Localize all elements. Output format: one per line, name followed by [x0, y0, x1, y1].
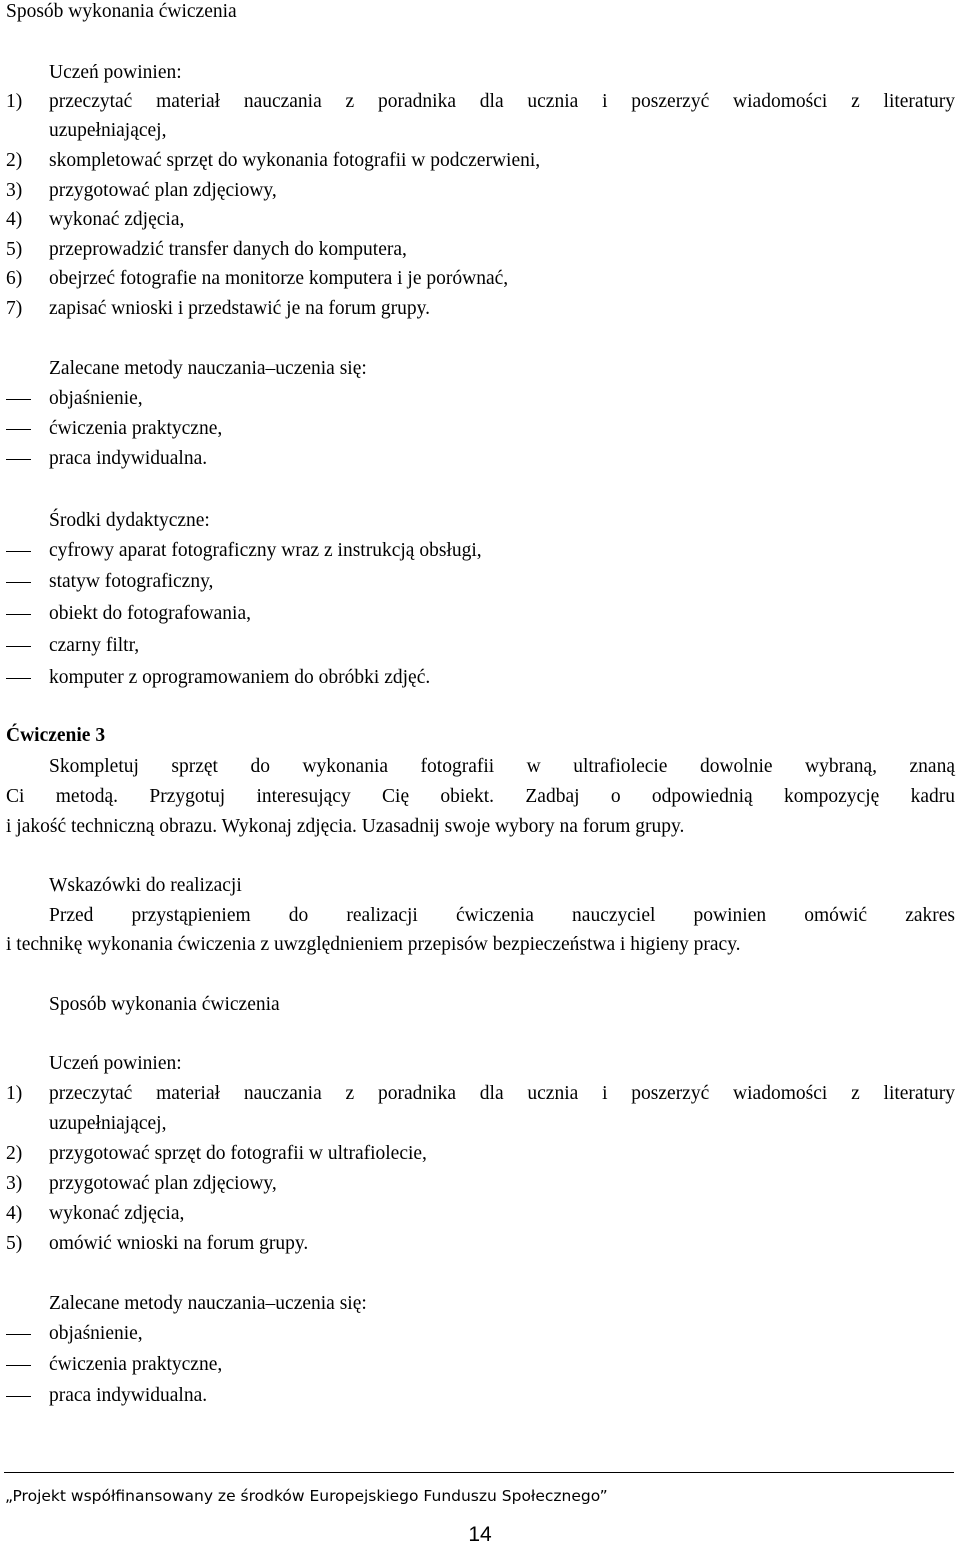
dash-bullet [6, 646, 31, 647]
footer-divider [4, 1472, 954, 1473]
dash-bullet [6, 1365, 31, 1366]
section-heading: Sposób wykonania ćwiczenia [6, 1, 237, 22]
methods-item: praca indywidualna. [49, 448, 208, 469]
step-text: przygotować sprzęt do fotografii w ultrafiolecie, [49, 1143, 427, 1164]
step-text: przeczytać materiał nauczania z poradnika dla ucznia i poszerzyć wiadomości z literatury [49, 91, 955, 112]
step-text: omówić wnioski na forum grupy. [49, 1233, 309, 1254]
step-text: przeprowadzić transfer danych do komputera, [49, 239, 407, 260]
step-number: 5) [6, 1233, 23, 1254]
page-number: 14 [468, 1523, 492, 1546]
methods-heading: Zalecane metody nauczania–uczenia się: [49, 1293, 367, 1314]
step-number: 1) [6, 1083, 23, 1104]
step-text-continued: uzupełniającej, [49, 1113, 167, 1134]
exercise-paragraph-line: i jakość techniczną obrazu. Wykonaj zdjęcia. Uzasadnij swoje wybory na forum grupy. [6, 816, 685, 837]
dash-bullet [6, 1334, 31, 1335]
methods-item: objaśnienie, [49, 1323, 143, 1344]
dash-bullet [6, 1396, 31, 1397]
step-number: 3) [6, 1173, 23, 1194]
step-number: 4) [6, 209, 23, 230]
step-number: 1) [6, 91, 23, 112]
step-text: przygotować plan zdjęciowy, [49, 180, 277, 201]
aids-heading: Środki dydaktyczne: [49, 510, 210, 531]
step-text: zapisać wnioski i przedstawić je na forum grupy. [49, 298, 431, 319]
exercise-title: Ćwiczenie 3 [6, 725, 106, 746]
step-number: 5) [6, 239, 23, 260]
aids-item: czarny filtr, [49, 635, 140, 656]
methods-item: objaśnienie, [49, 388, 143, 409]
aids-item: komputer z oprogramowaniem do obróbki zdjęć. [49, 667, 431, 688]
step-text: przygotować plan zdjęciowy, [49, 1173, 277, 1194]
aids-item: obiekt do fotografowania, [49, 603, 251, 624]
aids-item: cyfrowy aparat fotograficzny wraz z instrukcją obsługi, [49, 540, 482, 561]
dash-bullet [6, 678, 31, 679]
dash-bullet [6, 614, 31, 615]
step-text: wykonać zdjęcia, [49, 209, 185, 230]
step-text: przeczytać materiał nauczania z poradnika dla ucznia i poszerzyć wiadomości z literatury [49, 1083, 955, 1104]
step-number: 7) [6, 298, 23, 319]
exercise-paragraph-line: Skompletuj sprzęt do wykonania fotografii w ultrafiolecie dowolnie wybraną, znaną [49, 756, 955, 777]
step-number: 2) [6, 150, 23, 171]
hints-line: i technikę wykonania ćwiczenia z uwzględnieniem przepisów bezpieczeństwa i higieny pracy. [6, 934, 741, 955]
dash-bullet [6, 429, 31, 430]
step-number: 4) [6, 1203, 23, 1224]
footer-text: „Projekt współfinansowany ze środków Europejskiego Funduszu Społecznego” [5, 1487, 608, 1505]
aids-item: statyw fotograficzny, [49, 571, 214, 592]
dash-bullet [6, 582, 31, 583]
step-text: obejrzeć fotografie na monitorze komputera i je porównać, [49, 268, 509, 289]
intro-text: Uczeń powinien: [49, 62, 182, 83]
hints-line: Przed przystąpieniem do realizacji ćwiczenia nauczyciel powinien omówić zakres [49, 905, 955, 926]
step-number: 3) [6, 180, 23, 201]
methods-item: ćwiczenia praktyczne, [49, 1354, 223, 1375]
intro-text: Uczeń powinien: [49, 1053, 182, 1074]
methods-item: praca indywidualna. [49, 1385, 208, 1406]
step-text-continued: uzupełniającej, [49, 120, 167, 141]
section-heading: Sposób wykonania ćwiczenia [49, 994, 280, 1015]
hints-heading: Wskazówki do realizacji [49, 875, 242, 896]
step-number: 2) [6, 1143, 23, 1164]
dash-bullet [6, 399, 31, 400]
methods-item: ćwiczenia praktyczne, [49, 418, 223, 439]
step-number: 6) [6, 268, 23, 289]
dash-bullet [6, 551, 31, 552]
exercise-paragraph-line: Ci metodą. Przygotuj interesujący Cię obiekt. Zadbaj o odpowiednią kompozycję kadru [6, 786, 955, 807]
step-text: skompletować sprzęt do wykonania fotografii w podczerwieni, [49, 150, 541, 171]
dash-bullet [6, 459, 31, 460]
step-text: wykonać zdjęcia, [49, 1203, 185, 1224]
methods-heading: Zalecane metody nauczania–uczenia się: [49, 358, 367, 379]
